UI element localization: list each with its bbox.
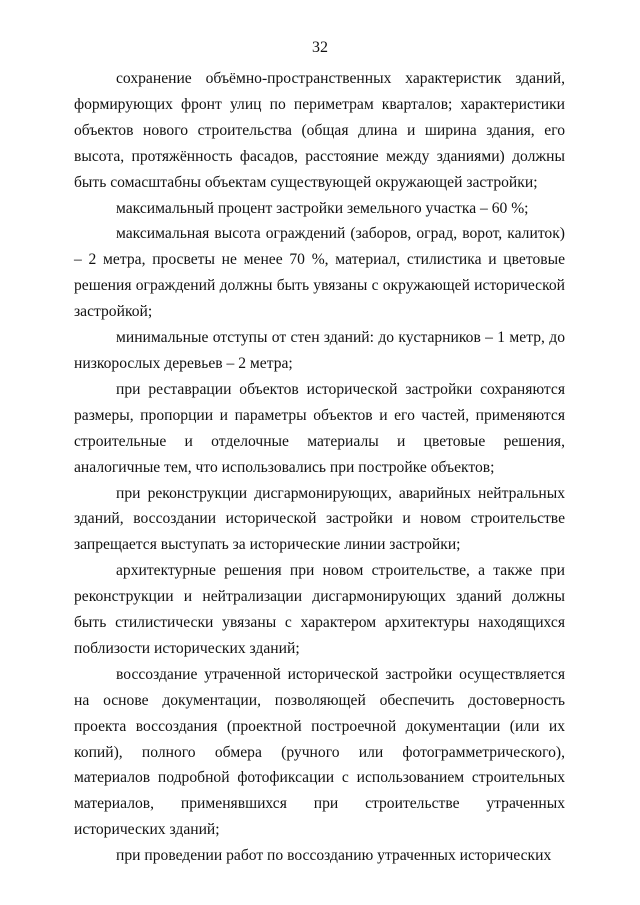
paragraph: сохранение объёмно-пространственных характеристик зданий, формирующих фронт улиц по периметрам кварталов; характеристики объектов нового строительства (общая длина и ширина здания, его высота, протяжённость фасадов, расстояние между зданиями) должны быть сомасштабны объектам существующей окружающей застройки; bbox=[74, 70, 565, 191]
paragraph: архитектурные решения при новом строительстве, а также при реконструкции и нейтрализации дисгармонирующих зданий должны быть стилистически увязаны с характером архитектуры находящихся поблизости исторических зданий; bbox=[74, 562, 565, 657]
paragraph: при реконструкции дисгармонирующих, аварийных нейтральных зданий, воссоздании исторической застройки и новом строительстве запрещается выступать за исторические линии застройки; bbox=[74, 484, 565, 554]
body-text bbox=[74, 66, 565, 869]
paragraph: минимальные отступы от стен зданий: до кустарников – 1 метр, до низкорослых деревьев – 2 метра; bbox=[74, 329, 565, 372]
paragraph: воссоздание утраченной исторической застройки осуществляется на основе документации, позволяющей обеспечить достоверность проекта воссоздания (проектной построечной документации (или их копий), полного обмера (ручного или фотограмметрического), материалов подробной фотофиксации с использованием строительных материалов, применявшихся при строительстве утраченных исторических зданий; bbox=[74, 665, 565, 839]
page-number: 32 bbox=[312, 39, 328, 56]
paragraph: при проведении работ по воссозданию утраченных исторических bbox=[116, 847, 552, 865]
paragraph: максимальная высота ограждений (заборов, оград, ворот, калиток) – 2 метра, просветы не менее 70 %, материал, стилистика и цветовые решения ограждений должны быть увязаны с окружающей исторической застройкой; bbox=[74, 225, 565, 321]
paragraph: при реставрации объектов исторической застройки сохраняются размеры, пропорции и параметры объектов и его частей, применяются строительные и отделочные материалы и цветовые решения, аналогичные тем, что использовались при постройке объектов; bbox=[74, 380, 565, 476]
paragraph: максимальный процент застройки земельного участка – 60 %; bbox=[116, 199, 529, 217]
